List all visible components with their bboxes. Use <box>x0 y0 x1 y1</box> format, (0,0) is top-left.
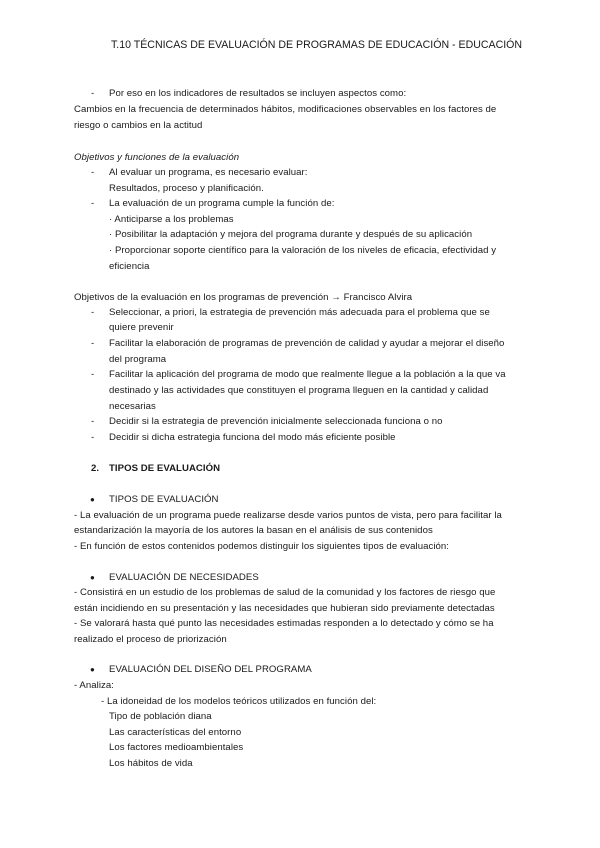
prevencion-item-4: Decidir si la estrategia de prevención inicialmente seleccionada funciona o no <box>109 416 443 427</box>
necesidades-line-3: - Se valorará hasta qué punto las necesidades estimadas responden a lo detectado y cómo se ha <box>74 618 494 629</box>
necesidades-bullet-heading: EVALUACIÓN DE NECESIDADES <box>109 572 259 583</box>
prevencion-heading: Objetivos de la evaluación en los programas de prevención → Francisco Alvira <box>74 292 413 303</box>
dash-marker: - <box>91 416 95 427</box>
intro-line-1: Cambios en la frecuencia de determinados hábitos, modificaciones observables en los factores de <box>74 104 497 115</box>
dash-marker: - <box>91 198 95 209</box>
necesidades-line-2: están incidiendo en su presentación y las necesidades que hubieran sido previamente detectadas <box>74 603 495 614</box>
tipos-bullet-heading: TIPOS DE EVALUACIÓN <box>109 494 219 505</box>
prevencion-item-1-line-1: Seleccionar, a priori, la estrategia de prevención más adecuada para el problema que se <box>109 307 490 318</box>
dash-marker: - <box>91 369 95 380</box>
diseno-item: Las características del entorno <box>109 727 242 738</box>
diseno-item: Tipo de población diana <box>109 711 212 722</box>
prevencion-item-2-line-1: Facilitar la elaboración de programas de prevención de calidad y ayudar a mejorar el diseño <box>109 338 505 349</box>
document-title: T.10 TÉCNICAS DE EVALUACIÓN DE PROGRAMAS DE EDUCACIÓN - EDUCACIÓN <box>111 39 523 51</box>
objetivos-item-2: La evaluación de un programa cumple la función de: <box>109 198 335 209</box>
intro-line-2: riesgo o cambios en la actitud <box>74 120 203 131</box>
prevencion-item-2-line-2: del programa <box>109 354 167 365</box>
dash-marker: - <box>91 338 95 349</box>
diseno-sub: - La idoneidad de los modelos teóricos utilizados en función del: <box>101 696 377 707</box>
bullet-marker: ● <box>90 665 95 674</box>
diseno-bullet-heading: EVALUACIÓN DEL DISEÑO DEL PROGRAMA <box>109 664 312 675</box>
objetivos-item-1-line-2: Resultados, proceso y planificación. <box>109 183 264 194</box>
bullet-marker: ● <box>90 573 95 582</box>
prevencion-item-1-line-2: quiere prevenir <box>109 322 174 333</box>
objetivos-item-1-line-1: Al evaluar un programa, es necesario evaluar: <box>109 167 308 178</box>
objetivos-subitem: · Posibilitar la adaptación y mejora del programa durante y después de su aplicación <box>109 229 473 240</box>
objetivos-subitem: · Proporcionar soporte científico para la valoración de los niveles de eficacia, efectividad y <box>109 245 497 256</box>
intro-bullet-text: Por eso en los indicadores de resultados se incluyen aspectos como: <box>109 88 407 99</box>
diseno-analiza: - Analiza: <box>74 680 114 691</box>
tipos-line-3: - En función de estos contenidos podemos distinguir los siguientes tipos de evaluación: <box>74 541 450 552</box>
section-2-heading: TIPOS DE EVALUACIÓN <box>109 463 221 474</box>
dash-marker: - <box>91 432 95 443</box>
tipos-line-2: estandarización la mayoría de los autores la basan en el análisis de sus contenidos <box>74 525 433 536</box>
necesidades-line-4: realizado el proceso de priorización <box>74 634 227 645</box>
bullet-marker: ● <box>90 495 95 504</box>
prevencion-item-3-line-2: destinado y las actividades que constituyen el programa lleguen en la cantidad y calidad <box>109 385 489 396</box>
dash-marker: - <box>91 307 95 318</box>
dash-marker: - <box>91 88 95 99</box>
diseno-item: Los factores medioambientales <box>109 742 244 753</box>
prevencion-item-3-line-3: necesarias <box>109 401 156 412</box>
diseno-item: Los hábitos de vida <box>109 758 193 769</box>
prevencion-item-3-line-1: Facilitar la aplicación del programa de modo que realmente llegue a la población a la que va <box>109 369 506 380</box>
objetivos-subitem: · Anticiparse a los problemas <box>109 214 234 225</box>
necesidades-line-1: - Consistirá en un estudio de los problemas de salud de la comunidad y los factores de riesgo que <box>74 587 496 598</box>
prevencion-item-5: Decidir si dicha estrategia funciona del modo más eficiente posible <box>109 432 396 443</box>
objetivos-funciones-heading: Objetivos y funciones de la evaluación <box>74 152 240 163</box>
objetivos-subitem: eficiencia <box>109 261 150 272</box>
tipos-line-1: - La evaluación de un programa puede realizarse desde varios puntos de vista, pero para facilitar la <box>74 510 502 521</box>
section-number: 2. <box>91 463 100 474</box>
dash-marker: - <box>91 167 95 178</box>
